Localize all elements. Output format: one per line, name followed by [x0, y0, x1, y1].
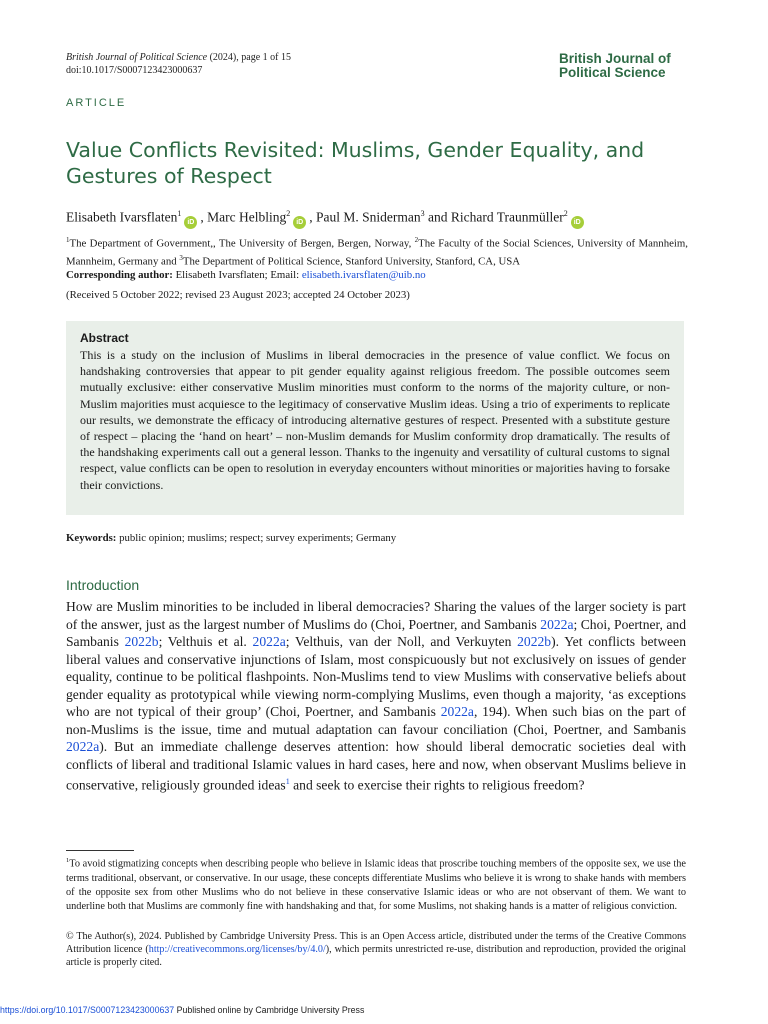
- affil-sup: 2: [414, 236, 419, 244]
- citation-link[interactable]: 2022a: [440, 704, 474, 719]
- citation-link[interactable]: 2022a: [252, 634, 286, 649]
- copyright-text: © The Author(s), 2024. Published by Cambridge University Press. This is an Open Access article, distributed under the terms of the Creative Commons Attribution licence (: [66, 931, 686, 955]
- header-doi: doi:10.1017/S0007123423000637: [66, 65, 203, 76]
- affil-sup: 3: [179, 253, 183, 262]
- citation-link[interactable]: 2022a: [66, 739, 100, 754]
- author-list: [66, 205, 716, 229]
- affiliation-2: The Faculty of the Social Sciences, University of Mannheim, Mannheim, Germany and: [66, 237, 688, 268]
- footnote-text: To avoid stigmatizing concepts when describing people who believe in Islamic ideas that proscribe touching members of the opposite sex, we use the terms traditional, observant, or conservative. In our usage, these concepts differentiate Muslims who believe it is wrong to shake hands with members of the opposite sex from other Muslims who do not believe in these conservative Islamic ideas or who are not observant of them. We want to underline both that Muslims are commonly fine with handshaking and that, for some Muslims, not shaking hands is a matter of religious conviction.: [66, 858, 686, 913]
- author-separator: ,: [309, 209, 316, 225]
- footnote-marker[interactable]: 1: [285, 777, 290, 786]
- citation-link[interactable]: 2022b: [124, 634, 159, 649]
- intro-text-span: ; Velthuis, van der Noll, and Verkuyten: [285, 634, 518, 649]
- introduction-paragraph: [66, 598, 686, 794]
- abstract-text: This is a study on the inclusion of Muslims in liberal democracies in the presence of value conflict. We focus on handshaking controversies that appear to pit gender equality against religious freedom. The possible outcomes seem mutually exclusive: either conservative Muslim minorities must conform to the norms of the majority culture, or non-Muslim majorities must acquiesce to the legitimacy of conservative Muslim ideas. Using a trio of experiments to replicate our results, we demonstrate the efficacy of introducing alternative gestures of respect. Presented with a substitute gesture of respect – placing the ‘hand on heart’ – non-Muslim demands for Muslim conformity drop dramatically. The results of the handshaking experiments call out a general lesson. Thanks to the ingenuity and versatility of cultural customs to signal respect, value conflicts can be open to resolution in everyday encounters without minorities or majorities having to forsake their convictions.: [80, 348, 670, 492]
- author-affil-sup: 2: [563, 209, 568, 218]
- journal-meta: (2024), page 1 of 15: [207, 52, 291, 63]
- footnote-number: 1: [66, 857, 70, 864]
- running-header: [66, 51, 291, 77]
- email-link[interactable]: elisabeth.ivarsflaten@uib.no: [301, 269, 426, 282]
- intro-text-span: ). Yet conflicts between liberal values and conservative injunctions of Islam, most conspicuously but not exclusively on issues of gender equality, continue to be political flashpoints. Non-Muslims tend to view Muslims with conservative beliefs about gender equality as prototypical while viewing norm-complying Muslims, even though a majority, ‘as exceptions who are not typical of their group’ (Choi, Poertner, and Sambanis: [66, 634, 687, 719]
- journal-name: British Journal of Political Science: [66, 52, 208, 63]
- abstract-heading: Abstract: [80, 331, 129, 345]
- copyright-notice: [66, 931, 686, 969]
- corresponding-author-text: Elisabeth Ivarsflaten; Email:: [172, 269, 302, 282]
- author-name: Richard Traunmüller: [450, 209, 564, 225]
- intro-text-span: ; Velthuis et al.: [158, 634, 253, 649]
- journal-logo: [559, 52, 699, 80]
- keywords-text: public opinion; muslims; respect; survey experiments; Germany: [116, 532, 397, 544]
- author-name: Elisabeth Ivarsflaten: [66, 209, 178, 225]
- footer-text: Published online by Cambridge University Press: [174, 1005, 365, 1015]
- orcid-icon[interactable]: iD: [571, 216, 584, 229]
- footnote-1: [66, 854, 686, 914]
- license-link[interactable]: http://creativecommons.org/licenses/by/4.0/: [148, 943, 326, 955]
- author-separator: and: [424, 209, 451, 225]
- orcid-icon[interactable]: iD: [293, 216, 306, 229]
- page-footer: [0, 1005, 364, 1015]
- intro-text-span: ; Choi, Poertner, and Sambanis: [66, 616, 686, 649]
- citation-link[interactable]: 2022b: [517, 634, 552, 649]
- footer-doi-link[interactable]: https://doi.org/10.1017/S0007123423000637: [0, 1005, 175, 1015]
- intro-text-span: How are Muslim minorities to be included in liberal democracies? Sharing the values of the larger society is part of the answer, just as the largest number of Muslims do (Choi, Poertner, and Sambanis: [66, 599, 686, 632]
- intro-text-span: and seek to exercise their rights to religious freedom?: [289, 777, 585, 793]
- corresponding-author-label: Corresponding author:: [66, 269, 173, 282]
- logo-line-1: British Journal of: [559, 51, 671, 66]
- author-affil-sup: 2: [286, 209, 291, 218]
- article-type-label: ARTICLE: [66, 97, 127, 109]
- author-affil-sup: 3: [420, 209, 425, 218]
- author-affil-sup: 1: [177, 209, 182, 218]
- copyright-text: ), which permits unrestricted re-use, distribution and reproduction, provided the original article is properly cited.: [66, 943, 686, 968]
- received-dates: (Received 5 October 2022; revised 23 August 2023; accepted 24 October 2023): [66, 289, 410, 301]
- article-title: Value Conflicts Revisited: Muslims, Gender Equality, and Gestures of Respect: [66, 138, 645, 188]
- author-name: Paul M. Sniderman: [315, 209, 421, 225]
- author-name: Marc Helbling: [207, 209, 287, 225]
- keywords-label: Keywords:: [66, 532, 117, 544]
- citation-link[interactable]: 2022a: [540, 616, 574, 632]
- section-heading-introduction: Introduction: [66, 577, 140, 593]
- footnote-divider: [66, 850, 134, 851]
- orcid-icon[interactable]: iD: [184, 216, 197, 229]
- affiliation-3: The Department of Political Science, Stanford University, Stanford, CA, USA: [182, 255, 521, 268]
- intro-text-span: , 194). When such bias on the part of non-Muslims is the issue, time and mutual adaptation can favour conciliation (Choi, Poertner, and Sambanis: [66, 704, 686, 737]
- keywords: [66, 532, 396, 544]
- affil-sup: 1: [66, 236, 70, 244]
- affiliation-1: The Department of Government,, The University of Bergen, Bergen, Norway,: [69, 237, 415, 250]
- intro-text-span: ). But an immediate challenge deserves attention: how should liberal democratic societies deal with conflicts of liberal and traditional Islamic values in hard cases, here and now, when observant Muslims believe in conservative, religiously grounded ideas: [66, 739, 686, 793]
- author-separator: ,: [200, 209, 208, 225]
- logo-line-2: Political Science: [559, 65, 666, 80]
- affiliations: [66, 233, 688, 282]
- abstract-box: [66, 321, 684, 515]
